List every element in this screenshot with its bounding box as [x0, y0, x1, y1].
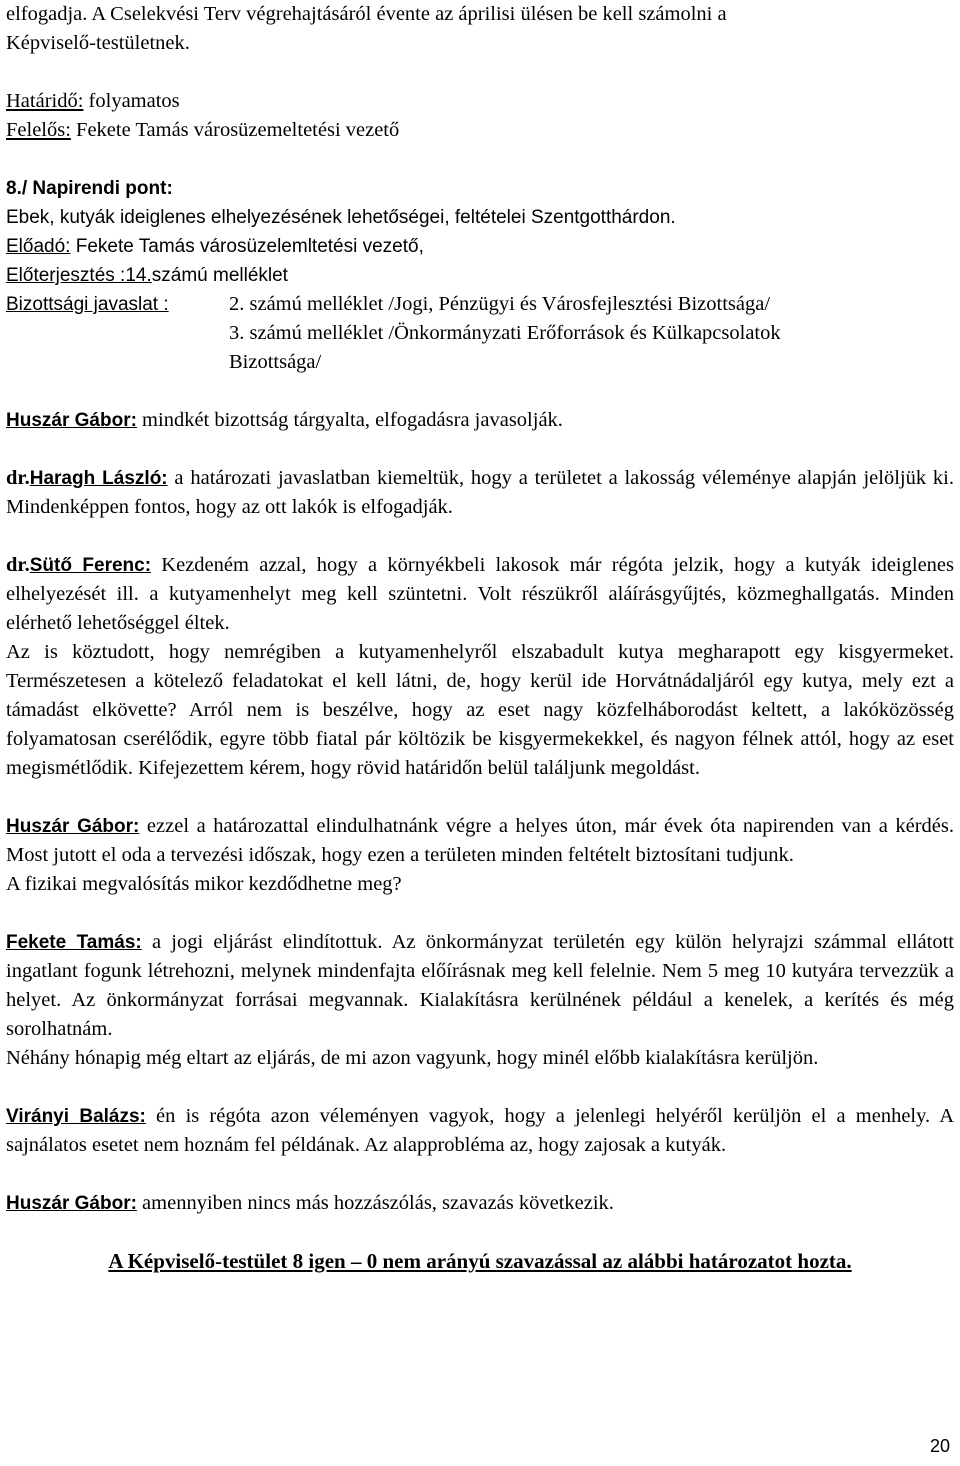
- responsible-line: [6, 116, 954, 145]
- speech: [6, 1189, 954, 1218]
- speech-text: a határozati javaslatban kiemeltük, hogy a területet a lakosság véleménye alapján jelöljük ki. Mindenképpen fontos, hogy az ott lakók is elfogadják.: [6, 467, 954, 518]
- text-line: Képviselő-testületnek.: [6, 32, 190, 54]
- deadline-value: folyamatos: [83, 90, 180, 112]
- presenter-line: [6, 232, 954, 261]
- speaker-name: Huszár Gábor:: [6, 816, 140, 837]
- speaker-prefix: dr.: [6, 554, 30, 576]
- speech: [6, 1102, 954, 1160]
- committee-item-2: 3. számú melléklet /Önkormányzati Erőforrások és Külkapcsolatok: [229, 322, 781, 344]
- text-line: elfogadja. A Cselekvési Terv végrehajtásáról évente az áprilisi ülésen be kell számolni a: [6, 3, 727, 25]
- document-page: [6, 0, 954, 1276]
- committee-item-1: 2. számú melléklet /Jogi, Pénzügyi és Városfejlesztési Bizottsága/: [229, 293, 771, 315]
- speech-text: én is régóta azon véleményen vagyok, hogy a jelenlegi helyéről kerüljön el a menhely. A sajnálatos esetet nem hoznám fel példának. Az alapprobléma az, hogy zajosak a kutyák.: [6, 1105, 954, 1156]
- speech-text: a jogi eljárást elindítottuk. Az önkormányzat területén egy külön helyrajzi számmal ellátott ingatlant fogunk létrehozni, melynek mindenfajta előírásnak meg kell felelnie. Nem 5 meg 10 kutyára tervezzük a helyet. Az önkormányzat forrásai megvannak. Kialakításra kerülnének például a kenelek, a kerítés és még sorolhatnám.: [6, 931, 954, 1040]
- speech-text: amennyiben nincs más hozzászólás, szavazás következik.: [136, 1192, 614, 1214]
- speech: [6, 464, 954, 522]
- speech: [6, 406, 954, 435]
- speech: [6, 928, 954, 1044]
- decision-line: A Képviselő-testület 8 igen – 0 nem arányú szavazással az alábbi határozatot hozta.: [108, 1249, 852, 1273]
- speaker-name: Huszár Gábor:: [6, 1193, 137, 1214]
- agenda-topic: Ebek, kutyák ideiglenes elhelyezésének lehetőségei, feltételei Szentgotthárdon.: [6, 207, 676, 228]
- deadline-label: Határidő:: [6, 90, 84, 112]
- presenter-label: Előadó:: [6, 236, 71, 257]
- speech-continuation: A fizikai megvalósítás mikor kezdődhetne meg?: [6, 873, 402, 895]
- speech: [6, 551, 954, 638]
- speech-continuation: Néhány hónapig még eltart az eljárás, de mi azon vagyunk, hogy minél előbb kialakításra kerüljön.: [6, 1047, 819, 1069]
- presenter-value: Fekete Tamás városüzelemltetési vezető,: [70, 236, 424, 257]
- speaker-name: Haragh László:: [29, 468, 168, 489]
- speaker-name: Virányi Balázs:: [6, 1106, 146, 1127]
- speaker-name: Fekete Tamás:: [6, 932, 142, 953]
- speaker-name: Sütő Ferenc:: [29, 555, 152, 576]
- submission-line: [6, 261, 954, 290]
- responsible-value: Fekete Tamás városüzemeltetési vezető: [70, 119, 400, 141]
- speech-text: mindkét bizottság tárgyalta, elfogadásra javasolják.: [136, 409, 563, 431]
- speech-text: ezzel a határozattal elindulhatnánk végre a helyes úton, már évek óta napirenden van a kérdés. Most jutott el oda a tervezési időszak, hogy ezen a területen minden feltételt biztosítani tudjunk.: [6, 815, 954, 866]
- committee-item-2b: Bizottsága/: [229, 351, 322, 373]
- agenda-heading: 8./ Napirendi pont:: [6, 178, 173, 199]
- submission-label: Előterjesztés :14.: [6, 265, 152, 286]
- speaker-prefix: dr.: [6, 467, 30, 489]
- page-number: 20: [929, 1436, 950, 1456]
- speech: [6, 812, 954, 870]
- speech-continuation: Az is köztudott, hogy nemrégiben a kutyamenhelyről elszabadult kutya megharapott egy kisgyermeket. Természetesen a kötelező feladatokat el kell látni, de, hogy kerül ide Horvátnádaljáról egy kutya, mely ezt a támadást elkövette? Arról nem is beszélve, hogy az eset nagy közfelháborodást keltett, a lakóközösség folyamatosan cserélődik, egyre több fiatal pár költözik be kisgyermekekkel, és nagyon félnek attól, hogy az eset megismétlődik. Kifejezettem kérem, hogy rövid határidőn belül találjunk megoldást.: [6, 641, 954, 779]
- speech-text: Kezdeném azzal, hogy a környékbeli lakosok már régóta jelzik, hogy a kutyák ideiglenes elhelyezését ill. a kutyamenhelyt meg kell szüntetni. Volt részükről aláírásgyűjtés, közmeghallgatás. Minden elérhető lehetőséggel éltek.: [6, 554, 955, 634]
- committee-row: [6, 290, 954, 319]
- committee-label: Bizottsági javaslat :: [6, 294, 169, 315]
- submission-value: számú melléklet: [151, 265, 288, 286]
- responsible-label: Felelős:: [6, 119, 71, 141]
- deadline-line: [6, 87, 954, 116]
- speaker-name: Huszár Gábor:: [6, 410, 137, 431]
